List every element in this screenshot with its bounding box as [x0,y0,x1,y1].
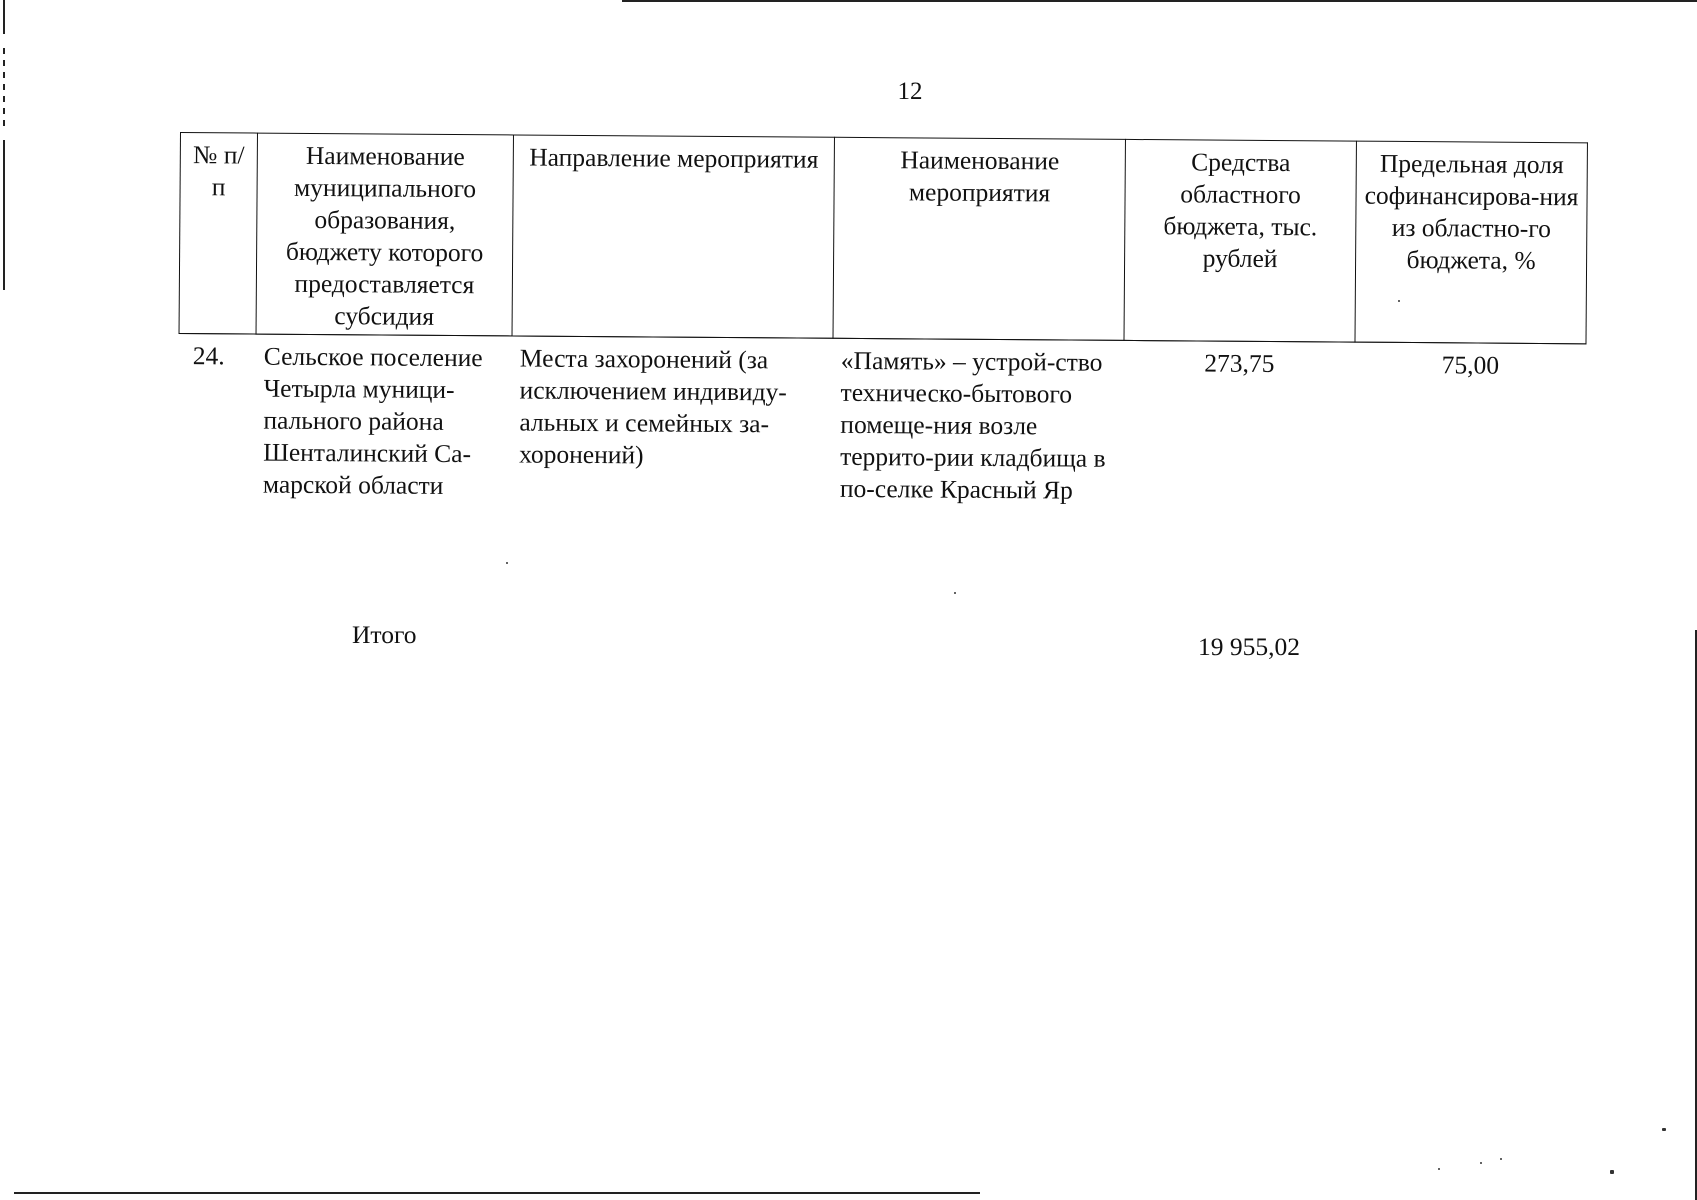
cell-direction: Места захоронений (за исключением индивиду-альных и семейных за-хоронений) [519,343,787,470]
scan-speck [1610,1170,1614,1174]
header-num: № п/п [179,133,257,335]
cell-num: 24. [192,341,225,371]
header-funds: Средства областного бюджета, тыс. рублей [1124,139,1356,342]
header-share: Предельная доля софинансирова-ния из областно-го бюджета, % [1355,141,1587,344]
subsidy-table [177,132,1588,510]
scan-top-edge [622,0,1697,2]
header-municipality: Наименование муниципального образования, бюджету которого предоставляется субсидия [256,133,513,336]
scan-speck [1500,1158,1502,1160]
scan-left-mark [3,140,5,290]
scan-left-mark [3,0,5,34]
scan-bottom-edge [14,1192,980,1194]
total-label: Итого [352,620,417,649]
header-event-name: Наименование мероприятия [833,137,1125,340]
cell-funds: 273,75 [1204,348,1275,379]
page-number: 12 [897,78,923,105]
header-direction: Направление мероприятия [512,135,834,338]
cell-municipality: Сельское поселение Четырла муници-пального района Шенталинский Са-марской области [262,341,483,500]
cell-event-name: «Память» – устрой-ство техническо-бытового помеще-ния возле террито-рии кладбища в по-селке Красный Яр [839,345,1106,505]
scan-speck [1438,1168,1440,1170]
scan-speck [506,562,508,564]
scan-speck [1480,1162,1482,1164]
cell-share: 75,00 [1441,350,1500,380]
scan-speck [1662,1128,1666,1131]
table-header-row [179,133,1587,344]
scan-left-mark [3,48,5,128]
table-row [178,333,1586,510]
total-value: 19 955,02 [1198,632,1300,661]
scan-speck [954,592,956,594]
